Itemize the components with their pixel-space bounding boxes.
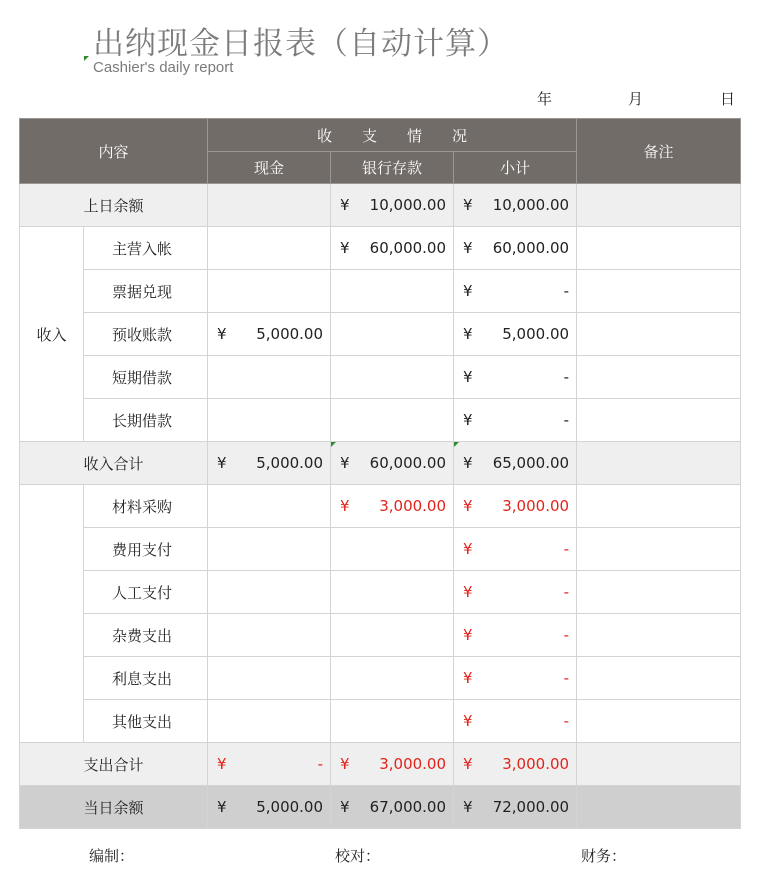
subtotal-cell[interactable]	[454, 270, 577, 313]
bank-cell[interactable]	[331, 743, 454, 786]
bank-cell[interactable]	[331, 657, 454, 700]
month-label: 月	[628, 90, 644, 108]
expense-row	[20, 657, 741, 700]
expense-row	[20, 528, 741, 571]
currency-symbol: ¥	[217, 798, 227, 816]
day-label: 日	[720, 90, 736, 108]
subtotal-cell[interactable]	[454, 657, 577, 700]
cash-cell[interactable]	[208, 356, 331, 399]
bank-cell[interactable]	[331, 700, 454, 743]
remark-cell[interactable]	[577, 270, 741, 313]
subtotal-cell[interactable]	[454, 227, 577, 270]
income-total-row	[20, 442, 741, 485]
cash-cell[interactable]	[208, 786, 331, 829]
currency-symbol: ¥	[463, 368, 473, 386]
cash-header: 现金	[208, 152, 331, 184]
cash-cell[interactable]	[208, 270, 331, 313]
subtotal-cell[interactable]	[454, 614, 577, 657]
cash-cell[interactable]	[208, 743, 331, 786]
previous-balance-row	[20, 184, 741, 227]
currency-symbol: ¥	[463, 411, 473, 429]
currency-symbol: ¥	[340, 196, 350, 214]
row-label[interactable]: 预收账款	[84, 313, 208, 356]
cell-value: 10,000.00	[492, 196, 570, 214]
cash-cell[interactable]	[208, 399, 331, 442]
currency-symbol: ¥	[463, 239, 473, 257]
currency-symbol: ¥	[463, 798, 473, 816]
header-row-1	[20, 119, 741, 152]
cell-value: -	[563, 540, 570, 558]
income-row	[20, 270, 741, 313]
cell-value: -	[563, 626, 570, 644]
bank-cell[interactable]	[331, 614, 454, 657]
bank-cell[interactable]	[331, 313, 454, 356]
subtotal-cell[interactable]	[454, 700, 577, 743]
currency-symbol: ¥	[217, 454, 227, 472]
cell-value: 5,000.00	[256, 325, 324, 343]
expense-row	[20, 571, 741, 614]
cash-cell[interactable]	[208, 227, 331, 270]
currency-symbol: ¥	[463, 196, 473, 214]
row-label[interactable]: 人工支付	[84, 571, 208, 614]
bank-cell[interactable]	[331, 399, 454, 442]
bank-cell[interactable]	[331, 184, 454, 227]
income-row	[20, 313, 741, 356]
editor-label: 编制：	[89, 847, 135, 865]
cell-value: 3,000.00	[379, 755, 447, 773]
page-title: 出纳现金日报表（自动计算）	[93, 26, 509, 62]
row-label[interactable]: 上日余额	[20, 184, 208, 227]
cell-value: 72,000.00	[492, 798, 570, 816]
bank-cell[interactable]	[331, 528, 454, 571]
subtotal-cell[interactable]	[454, 485, 577, 528]
remark-cell[interactable]	[577, 399, 741, 442]
currency-symbol: ¥	[463, 325, 473, 343]
cell-value: -	[563, 712, 570, 730]
remark-cell[interactable]	[577, 657, 741, 700]
remark-cell[interactable]	[577, 356, 741, 399]
cash-cell[interactable]	[208, 528, 331, 571]
checker-label: 校对：	[335, 847, 381, 865]
bank-cell[interactable]	[331, 227, 454, 270]
bank-cell[interactable]	[331, 571, 454, 614]
remark-header: 备注	[577, 119, 741, 184]
comment-marker	[84, 56, 89, 61]
bank-cell[interactable]	[331, 270, 454, 313]
bank-cell[interactable]	[331, 356, 454, 399]
currency-symbol: ¥	[463, 454, 473, 472]
row-label[interactable]: 收入合计	[20, 442, 208, 485]
cell-value: -	[563, 368, 570, 386]
cell-value: -	[563, 411, 570, 429]
cell-value: 3,000.00	[502, 497, 570, 515]
bank-header: 银行存款	[331, 152, 454, 184]
expense-group-label[interactable]	[20, 485, 84, 743]
currency-symbol: ¥	[463, 540, 473, 558]
remark-cell[interactable]	[577, 743, 741, 786]
content-header: 内容	[20, 119, 208, 184]
income-row	[20, 227, 741, 270]
cash-cell[interactable]	[208, 571, 331, 614]
subtotal-cell[interactable]	[454, 442, 577, 485]
income-row	[20, 399, 741, 442]
remark-cell[interactable]	[577, 571, 741, 614]
row-label[interactable]: 长期借款	[84, 399, 208, 442]
bank-cell[interactable]	[331, 442, 454, 485]
currency-symbol: ¥	[463, 669, 473, 687]
expense-row	[20, 614, 741, 657]
cell-value: 5,000.00	[502, 325, 570, 343]
income-row	[20, 356, 741, 399]
year-label: 年	[537, 90, 553, 108]
subtotal-cell[interactable]	[454, 184, 577, 227]
row-label[interactable]: 费用支付	[84, 528, 208, 571]
page-subtitle: Cashier's daily report	[93, 59, 234, 76]
subtotal-cell[interactable]	[454, 528, 577, 571]
row-label[interactable]: 短期借款	[84, 356, 208, 399]
cash-cell[interactable]	[208, 657, 331, 700]
subtotal-cell[interactable]	[454, 571, 577, 614]
today-balance-row	[20, 786, 741, 829]
remark-cell[interactable]	[577, 614, 741, 657]
expense-row	[20, 485, 741, 528]
currency-symbol: ¥	[340, 454, 350, 472]
formula-marker	[454, 442, 459, 447]
cell-value: 65,000.00	[492, 454, 570, 472]
remark-cell[interactable]	[577, 786, 741, 829]
cash-cell[interactable]	[208, 485, 331, 528]
cash-cell[interactable]	[208, 184, 331, 227]
formula-marker	[331, 442, 336, 447]
cash-cell[interactable]	[208, 442, 331, 485]
subtotal-cell[interactable]	[454, 786, 577, 829]
cell-value: 10,000.00	[369, 196, 447, 214]
cell-value: 60,000.00	[369, 239, 447, 257]
currency-symbol: ¥	[340, 798, 350, 816]
currency-symbol: ¥	[463, 626, 473, 644]
currency-symbol: ¥	[340, 755, 350, 773]
row-label[interactable]: 材料采购	[84, 485, 208, 528]
currency-symbol: ¥	[217, 755, 227, 773]
group-header: 收 支 情 况	[208, 119, 577, 152]
row-label[interactable]: 支出合计	[20, 743, 208, 786]
subtotal-cell[interactable]	[454, 313, 577, 356]
cell-value: 67,000.00	[369, 798, 447, 816]
subtotal-header: 小计	[454, 152, 577, 184]
bank-cell[interactable]	[331, 786, 454, 829]
cell-value: -	[563, 669, 570, 687]
currency-symbol: ¥	[463, 712, 473, 730]
row-label[interactable]: 杂费支出	[84, 614, 208, 657]
remark-cell[interactable]	[577, 184, 741, 227]
income-group-label[interactable]: 收入	[20, 227, 84, 442]
cell-value: 3,000.00	[502, 755, 570, 773]
remark-cell[interactable]	[577, 485, 741, 528]
subtotal-cell[interactable]	[454, 743, 577, 786]
subtotal-cell[interactable]	[454, 399, 577, 442]
bank-cell[interactable]	[331, 485, 454, 528]
row-label[interactable]: 票据兑现	[84, 270, 208, 313]
remark-cell[interactable]	[577, 700, 741, 743]
expense-row	[20, 700, 741, 743]
cell-value: 5,000.00	[256, 798, 324, 816]
cell-value: 60,000.00	[492, 239, 570, 257]
row-label[interactable]: 当日余额	[20, 786, 208, 829]
cell-value: 60,000.00	[369, 454, 447, 472]
currency-symbol: ¥	[463, 583, 473, 601]
row-label[interactable]: 其他支出	[84, 700, 208, 743]
finance-label: 财务：	[581, 847, 627, 865]
currency-symbol: ¥	[463, 282, 473, 300]
row-label[interactable]: 主营入帐	[84, 227, 208, 270]
remark-cell[interactable]	[577, 442, 741, 485]
cell-value: -	[563, 282, 570, 300]
remark-cell[interactable]	[577, 313, 741, 356]
cash-report-table	[19, 118, 741, 829]
cell-value: 5,000.00	[256, 454, 324, 472]
cell-value: -	[317, 755, 324, 773]
currency-symbol: ¥	[340, 239, 350, 257]
currency-symbol: ¥	[217, 325, 227, 343]
remark-cell[interactable]	[577, 227, 741, 270]
currency-symbol: ¥	[463, 497, 473, 515]
currency-symbol: ¥	[340, 497, 350, 515]
remark-cell[interactable]	[577, 528, 741, 571]
currency-symbol: ¥	[463, 755, 473, 773]
expense-total-row	[20, 743, 741, 786]
cell-value: -	[563, 583, 570, 601]
row-label[interactable]: 利息支出	[84, 657, 208, 700]
cash-cell[interactable]	[208, 313, 331, 356]
cell-value: 3,000.00	[379, 497, 447, 515]
cash-cell[interactable]	[208, 700, 331, 743]
cash-cell[interactable]	[208, 614, 331, 657]
subtotal-cell[interactable]	[454, 356, 577, 399]
